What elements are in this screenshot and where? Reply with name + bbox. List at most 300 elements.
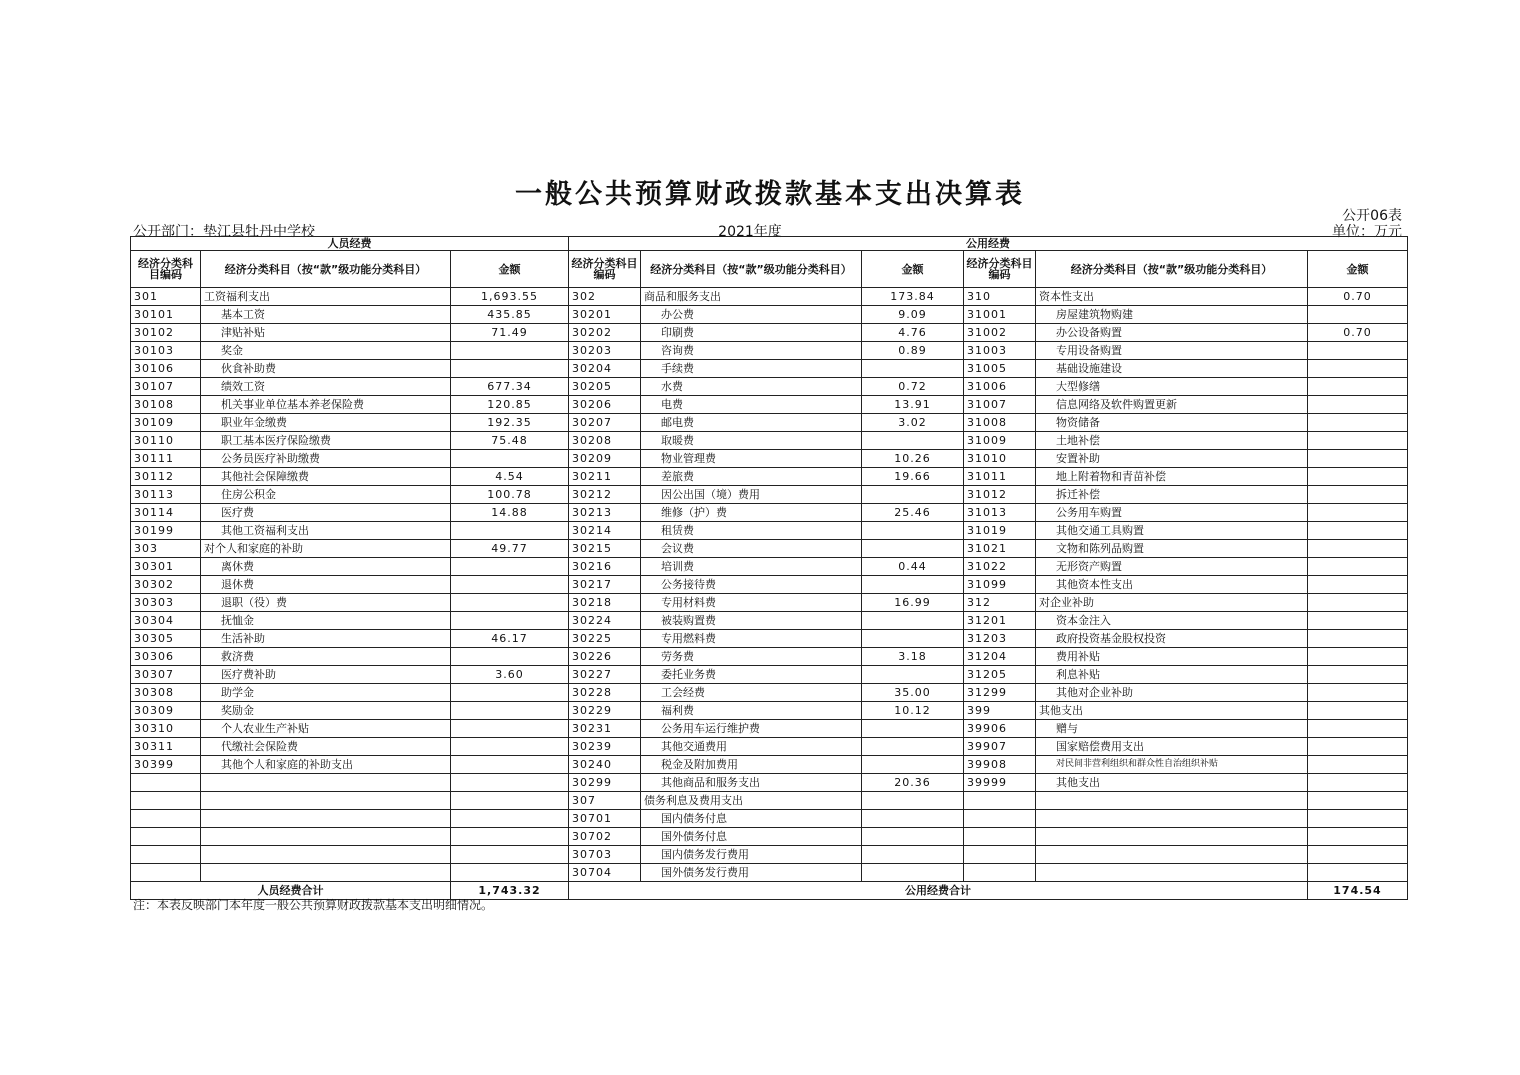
cell-name: 离休费	[201, 558, 451, 576]
cell-name: 拆迁补偿	[1036, 486, 1308, 504]
table-row	[131, 540, 1408, 558]
table-row	[131, 396, 1408, 414]
cell-amount	[862, 864, 964, 882]
cell-amount	[451, 558, 569, 576]
cell-name: 会议费	[641, 540, 862, 558]
cell-code: 30101	[131, 306, 201, 324]
cell-code	[131, 810, 201, 828]
cell-amount	[451, 360, 569, 378]
cell-code: 30229	[569, 702, 641, 720]
cell-name: 公务用车购置	[1036, 504, 1308, 522]
cell-code: 31007	[964, 396, 1036, 414]
cell-amount: 10.12	[862, 702, 964, 720]
cell-amount	[451, 612, 569, 630]
cell-amount	[862, 792, 964, 810]
table-row	[131, 504, 1408, 522]
cell-amount: 4.76	[862, 324, 964, 342]
cell-code: 31012	[964, 486, 1036, 504]
cell-name: 其他资本性支出	[1036, 576, 1308, 594]
cell-amount	[451, 738, 569, 756]
cell-code: 30302	[131, 576, 201, 594]
cell-amount	[862, 432, 964, 450]
cell-code: 31019	[964, 522, 1036, 540]
cell-code: 30211	[569, 468, 641, 486]
cell-amount: 100.78	[451, 486, 569, 504]
cell-name: 电费	[641, 396, 862, 414]
cell-name: 文物和陈列品购置	[1036, 540, 1308, 558]
cell-code	[964, 792, 1036, 810]
cell-name: 基本工资	[201, 306, 451, 324]
cell-code: 39906	[964, 720, 1036, 738]
cell-name: 其他个人和家庭的补助支出	[201, 756, 451, 774]
cell-amount	[1308, 504, 1408, 522]
cell-amount	[1308, 864, 1408, 882]
cell-name: 其他支出	[1036, 774, 1308, 792]
cell-name: 工会经费	[641, 684, 862, 702]
public-total-value: 174.54	[1308, 882, 1408, 900]
cell-amount	[451, 648, 569, 666]
cell-amount	[1308, 684, 1408, 702]
table-row	[131, 378, 1408, 396]
cell-amount: 13.91	[862, 396, 964, 414]
cell-code: 301	[131, 288, 201, 306]
cell-amount: 1,693.55	[451, 288, 569, 306]
cell-code: 30304	[131, 612, 201, 630]
cell-name: 国外债务发行费用	[641, 864, 862, 882]
cell-name: 印刷费	[641, 324, 862, 342]
cell-name: 办公设备购置	[1036, 324, 1308, 342]
cell-code: 30205	[569, 378, 641, 396]
cell-amount	[1308, 558, 1408, 576]
cell-name: 生活补助	[201, 630, 451, 648]
cell-code: 30703	[569, 846, 641, 864]
cell-code: 31013	[964, 504, 1036, 522]
cell-code: 30303	[131, 594, 201, 612]
cell-name: 其他社会保障缴费	[201, 468, 451, 486]
cell-amount	[1308, 774, 1408, 792]
cell-amount: 10.26	[862, 450, 964, 468]
cell-name: 对个人和家庭的补助	[201, 540, 451, 558]
cell-code: 31299	[964, 684, 1036, 702]
cell-code: 30239	[569, 738, 641, 756]
cell-name: 咨询费	[641, 342, 862, 360]
cell-amount	[1308, 342, 1408, 360]
cell-code: 30227	[569, 666, 641, 684]
cell-amount	[451, 522, 569, 540]
header-amount: 金额	[862, 251, 964, 288]
cell-amount	[1308, 414, 1408, 432]
cell-name: 因公出国（境）费用	[641, 486, 862, 504]
cell-code: 30208	[569, 432, 641, 450]
cell-amount	[1308, 720, 1408, 738]
cell-name: 无形资产购置	[1036, 558, 1308, 576]
cell-code: 30102	[131, 324, 201, 342]
cell-code: 302	[569, 288, 641, 306]
personnel-total-label: 人员经费合计	[131, 882, 451, 900]
table-row	[131, 846, 1408, 864]
cell-name: 商品和服务支出	[641, 288, 862, 306]
cell-code: 30226	[569, 648, 641, 666]
cell-code: 31008	[964, 414, 1036, 432]
cell-name	[201, 864, 451, 882]
cell-name: 政府投资基金股权投资	[1036, 630, 1308, 648]
cell-amount	[862, 522, 964, 540]
cell-name: 信息网络及软件购置更新	[1036, 396, 1308, 414]
cell-code: 30107	[131, 378, 201, 396]
column-header-row	[131, 251, 1408, 288]
cell-name: 个人农业生产补贴	[201, 720, 451, 738]
cell-amount	[1308, 810, 1408, 828]
cell-amount: 0.72	[862, 378, 964, 396]
cell-amount	[1308, 792, 1408, 810]
cell-name: 资本性支出	[1036, 288, 1308, 306]
table-row	[131, 756, 1408, 774]
cell-amount	[1308, 522, 1408, 540]
cell-amount	[451, 792, 569, 810]
cell-amount	[451, 702, 569, 720]
cell-amount: 192.35	[451, 414, 569, 432]
cell-amount	[451, 720, 569, 738]
cell-amount	[451, 756, 569, 774]
cell-name: 房屋建筑物购建	[1036, 306, 1308, 324]
cell-code: 30399	[131, 756, 201, 774]
cell-code: 39908	[964, 756, 1036, 774]
cell-code	[964, 828, 1036, 846]
cell-code: 31005	[964, 360, 1036, 378]
cell-amount	[862, 828, 964, 846]
cell-amount: 75.48	[451, 432, 569, 450]
cell-amount: 677.34	[451, 378, 569, 396]
cell-name: 培训费	[641, 558, 862, 576]
cell-amount	[1308, 612, 1408, 630]
cell-amount	[1308, 756, 1408, 774]
cell-name: 税金及附加费用	[641, 756, 862, 774]
table-row	[131, 522, 1408, 540]
table-row	[131, 288, 1408, 306]
cell-name: 利息补贴	[1036, 666, 1308, 684]
cell-code: 30199	[131, 522, 201, 540]
table-row	[131, 720, 1408, 738]
cell-amount	[451, 684, 569, 702]
table-row	[131, 486, 1408, 504]
cell-amount: 20.36	[862, 774, 964, 792]
cell-amount	[451, 774, 569, 792]
cell-code	[131, 864, 201, 882]
cell-name: 手续费	[641, 360, 862, 378]
cell-code: 30113	[131, 486, 201, 504]
cell-amount	[1308, 396, 1408, 414]
cell-code: 30217	[569, 576, 641, 594]
cell-code: 31021	[964, 540, 1036, 558]
header-name: 经济分类科目（按“款”级功能分类科目）	[641, 251, 862, 288]
cell-code: 31011	[964, 468, 1036, 486]
cell-code: 39999	[964, 774, 1036, 792]
cell-name: 福利费	[641, 702, 862, 720]
cell-code: 30114	[131, 504, 201, 522]
cell-name: 职工基本医疗保险缴费	[201, 432, 451, 450]
cell-code: 30212	[569, 486, 641, 504]
table-row	[131, 810, 1408, 828]
cell-code: 30228	[569, 684, 641, 702]
table-row	[131, 792, 1408, 810]
cell-name: 资本金注入	[1036, 612, 1308, 630]
cell-code: 31002	[964, 324, 1036, 342]
table-row	[131, 630, 1408, 648]
cell-name: 取暖费	[641, 432, 862, 450]
cell-code: 31099	[964, 576, 1036, 594]
cell-amount	[1308, 432, 1408, 450]
cell-amount	[1308, 666, 1408, 684]
cell-amount	[1308, 828, 1408, 846]
cell-name: 国外债务付息	[641, 828, 862, 846]
public-total-label: 公用经费合计	[569, 882, 1308, 900]
cell-code: 307	[569, 792, 641, 810]
cell-name	[1036, 846, 1308, 864]
cell-code: 30311	[131, 738, 201, 756]
cell-name: 专用设备购置	[1036, 342, 1308, 360]
cell-name: 国内债务付息	[641, 810, 862, 828]
cell-amount	[1308, 450, 1408, 468]
cell-amount	[451, 342, 569, 360]
cell-name: 其他支出	[1036, 702, 1308, 720]
table-row	[131, 702, 1408, 720]
cell-amount: 46.17	[451, 630, 569, 648]
cell-name: 赠与	[1036, 720, 1308, 738]
cell-name: 代缴社会保险费	[201, 738, 451, 756]
cell-code	[964, 864, 1036, 882]
cell-amount: 49.77	[451, 540, 569, 558]
cell-name: 维修（护）费	[641, 504, 862, 522]
cell-code: 30207	[569, 414, 641, 432]
cell-code: 31006	[964, 378, 1036, 396]
table-row	[131, 576, 1408, 594]
footnote: 注：本表反映部门本年度一般公共预算财政拨款基本支出明细情况。	[133, 898, 494, 912]
cell-name: 专用燃料费	[641, 630, 862, 648]
section-public: 公用经费	[569, 237, 1408, 251]
cell-code	[131, 828, 201, 846]
cell-name: 对企业补助	[1036, 594, 1308, 612]
cell-amount	[1308, 846, 1408, 864]
header-code: 经济分类科目编码	[964, 251, 1036, 288]
cell-amount	[862, 612, 964, 630]
cell-name: 退职（役）费	[201, 594, 451, 612]
cell-name: 费用补贴	[1036, 648, 1308, 666]
table-row	[131, 594, 1408, 612]
cell-amount: 0.89	[862, 342, 964, 360]
cell-code: 312	[964, 594, 1036, 612]
cell-name	[201, 828, 451, 846]
cell-code	[131, 846, 201, 864]
cell-code: 30112	[131, 468, 201, 486]
cell-code: 30213	[569, 504, 641, 522]
cell-code	[131, 774, 201, 792]
cell-amount: 120.85	[451, 396, 569, 414]
cell-code: 30225	[569, 630, 641, 648]
table-row	[131, 864, 1408, 882]
header-code: 经济分类科目编码	[569, 251, 641, 288]
cell-name: 绩效工资	[201, 378, 451, 396]
cell-amount	[1308, 648, 1408, 666]
cell-amount	[1308, 594, 1408, 612]
form-number: 公开06表	[1342, 208, 1402, 224]
cell-amount: 0.70	[1308, 324, 1408, 342]
table-row	[131, 666, 1408, 684]
cell-amount: 435.85	[451, 306, 569, 324]
cell-name: 土地补偿	[1036, 432, 1308, 450]
cell-amount: 0.70	[1308, 288, 1408, 306]
cell-amount	[451, 846, 569, 864]
cell-code: 30103	[131, 342, 201, 360]
cell-amount	[1308, 360, 1408, 378]
cell-name: 其他交通工具购置	[1036, 522, 1308, 540]
cell-name	[201, 810, 451, 828]
cell-name	[1036, 828, 1308, 846]
cell-amount: 4.54	[451, 468, 569, 486]
cell-code: 30110	[131, 432, 201, 450]
cell-name: 国家赔偿费用支出	[1036, 738, 1308, 756]
cell-name: 工资福利支出	[201, 288, 451, 306]
cell-code: 30106	[131, 360, 201, 378]
table-row	[131, 828, 1408, 846]
cell-code: 30224	[569, 612, 641, 630]
cell-name: 租赁费	[641, 522, 862, 540]
header-name: 经济分类科目（按“款”级功能分类科目）	[1036, 251, 1308, 288]
cell-amount: 3.02	[862, 414, 964, 432]
cell-code: 31001	[964, 306, 1036, 324]
table-row	[131, 342, 1408, 360]
expenditure-table	[130, 236, 1408, 900]
cell-code: 31022	[964, 558, 1036, 576]
section-personnel: 人员经费	[131, 237, 569, 251]
cell-code: 30108	[131, 396, 201, 414]
cell-code: 30202	[569, 324, 641, 342]
cell-name: 其他商品和服务支出	[641, 774, 862, 792]
cell-amount	[1308, 738, 1408, 756]
cell-amount	[1308, 306, 1408, 324]
cell-code: 30201	[569, 306, 641, 324]
cell-amount: 19.66	[862, 468, 964, 486]
cell-name: 职业年金缴费	[201, 414, 451, 432]
cell-amount	[451, 810, 569, 828]
cell-name: 助学金	[201, 684, 451, 702]
cell-name: 差旅费	[641, 468, 862, 486]
header-amount: 金额	[1308, 251, 1408, 288]
cell-amount	[451, 576, 569, 594]
cell-name	[1036, 792, 1308, 810]
cell-name: 国内债务发行费用	[641, 846, 862, 864]
cell-code: 30111	[131, 450, 201, 468]
cell-name: 伙食补助费	[201, 360, 451, 378]
cell-name: 被装购置费	[641, 612, 862, 630]
cell-code: 31204	[964, 648, 1036, 666]
cell-amount: 173.84	[862, 288, 964, 306]
cell-code: 30701	[569, 810, 641, 828]
cell-name	[201, 792, 451, 810]
cell-amount: 3.60	[451, 666, 569, 684]
cell-amount: 16.99	[862, 594, 964, 612]
cell-name	[1036, 864, 1308, 882]
cell-name: 水费	[641, 378, 862, 396]
cell-code: 30231	[569, 720, 641, 738]
cell-code: 30307	[131, 666, 201, 684]
cell-name: 公务用车运行维护费	[641, 720, 862, 738]
table-row	[131, 648, 1408, 666]
cell-amount	[451, 450, 569, 468]
cell-code: 30214	[569, 522, 641, 540]
cell-code: 30215	[569, 540, 641, 558]
cell-code: 30299	[569, 774, 641, 792]
cell-code: 310	[964, 288, 1036, 306]
cell-name: 安置补助	[1036, 450, 1308, 468]
cell-amount	[1308, 486, 1408, 504]
cell-code: 30218	[569, 594, 641, 612]
table-row	[131, 468, 1408, 486]
cell-name: 救济费	[201, 648, 451, 666]
cell-name: 公务员医疗补助缴费	[201, 450, 451, 468]
cell-code: 30308	[131, 684, 201, 702]
cell-name: 劳务费	[641, 648, 862, 666]
cell-amount	[1308, 576, 1408, 594]
header-amount: 金额	[451, 251, 569, 288]
table-row	[131, 360, 1408, 378]
cell-amount	[862, 738, 964, 756]
cell-code	[131, 792, 201, 810]
header-code: 经济分类科目编码	[131, 251, 201, 288]
cell-code: 30309	[131, 702, 201, 720]
cell-code: 30203	[569, 342, 641, 360]
cell-name: 其他工资福利支出	[201, 522, 451, 540]
cell-amount	[1308, 702, 1408, 720]
cell-code	[964, 810, 1036, 828]
cell-name	[1036, 810, 1308, 828]
cell-amount	[862, 810, 964, 828]
table-row	[131, 324, 1408, 342]
cell-code: 30209	[569, 450, 641, 468]
cell-amount	[862, 666, 964, 684]
table-row	[131, 612, 1408, 630]
department-label: 公开部门：垫江县牡丹中学校	[133, 224, 315, 240]
cell-name: 医疗费补助	[201, 666, 451, 684]
cell-amount: 71.49	[451, 324, 569, 342]
cell-code: 30310	[131, 720, 201, 738]
page-title: 一般公共预算财政拨款基本支出决算表	[515, 179, 1025, 210]
cell-code: 399	[964, 702, 1036, 720]
table-row	[131, 450, 1408, 468]
cell-name: 物业管理费	[641, 450, 862, 468]
cell-amount	[862, 720, 964, 738]
cell-amount	[1308, 540, 1408, 558]
cell-code: 30704	[569, 864, 641, 882]
cell-amount: 0.44	[862, 558, 964, 576]
cell-name: 抚恤金	[201, 612, 451, 630]
cell-name: 债务利息及费用支出	[641, 792, 862, 810]
cell-name: 邮电费	[641, 414, 862, 432]
cell-code: 30702	[569, 828, 641, 846]
cell-code: 30109	[131, 414, 201, 432]
cell-name: 办公费	[641, 306, 862, 324]
cell-name: 津贴补贴	[201, 324, 451, 342]
unit-label: 单位：万元	[1332, 224, 1402, 240]
cell-code: 31009	[964, 432, 1036, 450]
cell-amount	[862, 360, 964, 378]
cell-code: 30305	[131, 630, 201, 648]
cell-name: 奖金	[201, 342, 451, 360]
table-row	[131, 558, 1408, 576]
cell-code: 30204	[569, 360, 641, 378]
cell-code: 30206	[569, 396, 641, 414]
cell-code	[964, 846, 1036, 864]
cell-amount	[862, 756, 964, 774]
